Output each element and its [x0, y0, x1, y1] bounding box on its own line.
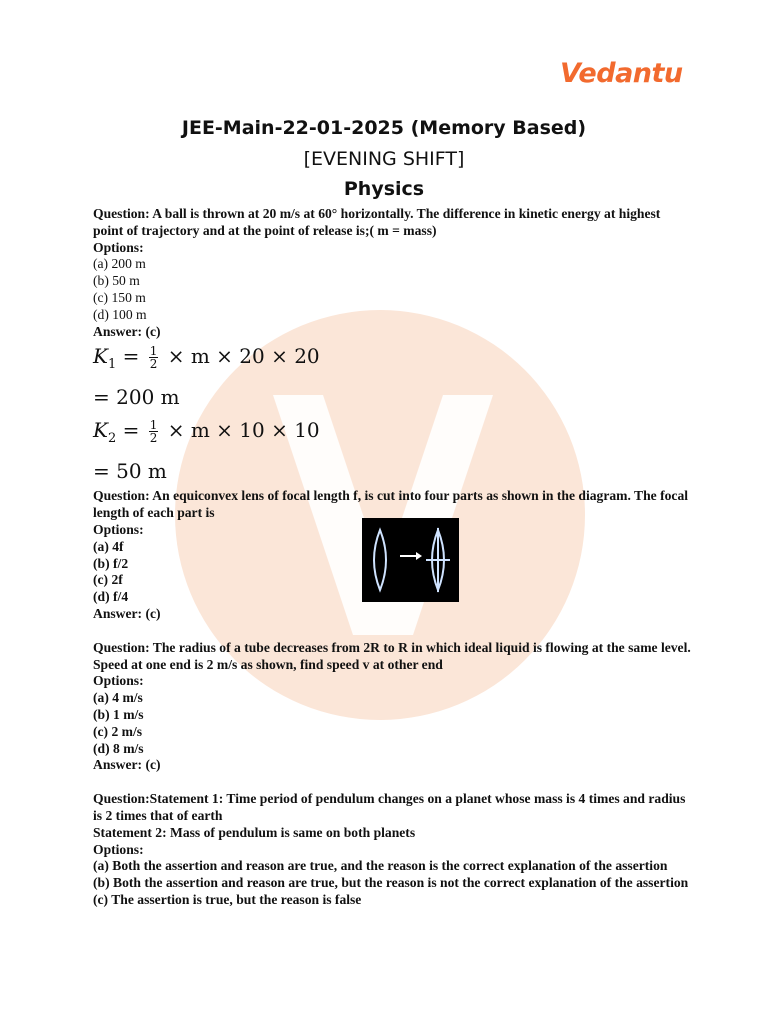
q2-option-d: (d) f/4	[93, 589, 129, 605]
q3-answer: Answer: (c)	[93, 757, 161, 773]
half-fraction: $\frac{1}{2}$	[149, 344, 158, 372]
q4-options-label: Options:	[93, 841, 144, 857]
q2-option-b: (b) f/2	[93, 555, 129, 571]
q3-option-a: (a) 4 m/s	[93, 690, 143, 706]
k1-result: = 200 m	[93, 385, 180, 410]
lens-diagram-svg	[362, 518, 459, 602]
q2-option-c: (c) 2f	[93, 572, 123, 588]
q3-option-d: (d) 8 m/s	[93, 740, 144, 756]
q2-option-a: (a) 4f	[93, 538, 124, 554]
q1-question: Question: A ball is thrown at 20 m/s at 60° horizontally. The difference in kinetic energy at highest point of trajectory and at the point of release is;( m = mass)	[93, 206, 661, 238]
lens-diagram	[362, 518, 459, 602]
q4-option-a: (a) Both the assertion and reason are true, and the reason is the correct explanation of the assertion	[93, 858, 668, 874]
q1-answer: Answer: (c)	[93, 323, 161, 339]
q3-options-label: Options:	[93, 673, 144, 689]
half-fraction-2: $\frac{1}{2}$	[149, 418, 158, 446]
q3-option-b: (b) 1 m/s	[93, 706, 144, 722]
q4-option-c: (c) The assertion is true, but the reason is false	[93, 891, 362, 907]
q4-statement-1: Question:Statement 1: Time period of pendulum changes on a planet whose mass is 4 times and radius is 2 times that of earth	[93, 791, 686, 823]
q3-option-c: (c) 2 m/s	[93, 723, 143, 739]
k1-equation: $K_1$ = $\frac{1}{2}$ × m × 20 × 20	[93, 344, 320, 373]
q3-question: Question: The radius of a tube decreases from 2R to R in which ideal liquid is flowing at the same level. Speed at one end is 2 m/s as shown, find speed v at other end	[93, 639, 691, 672]
subject-title: Physics	[343, 178, 425, 200]
q4-statement-2: Statement 2: Mass of pendulum is same on both planets	[93, 824, 416, 840]
k2-equation: $K_2$ = $\frac{1}{2}$ × m × 10 × 10	[93, 418, 320, 447]
shift-label: [EVENING SHIFT]	[303, 148, 465, 170]
q2-answer: Answer: (c)	[93, 605, 161, 621]
q1-option-d: (d) 100 m	[93, 306, 147, 322]
q4-option-b: (b) Both the assertion and reason are true, but the reason is not the correct explanation of the assertion	[93, 875, 689, 891]
page-title: JEE-Main-22-01-2025 (Memory Based)	[181, 117, 587, 139]
q1-options-label: Options:	[93, 239, 144, 255]
q1-option-b: (b) 50 m	[93, 273, 140, 289]
vedantu-logo: Vedantu	[560, 58, 683, 89]
q1-option-c: (c) 150 m	[93, 289, 146, 305]
q1-option-a: (a) 200 m	[93, 256, 146, 272]
q2-options-label: Options:	[93, 521, 144, 537]
q2-question: Question: An equiconvex lens of focal length f, is cut into four parts as shown in the diagram. The focal length of each part is	[93, 488, 689, 521]
q1-solution	[93, 340, 693, 488]
k2-result: = 50 m	[93, 459, 167, 484]
